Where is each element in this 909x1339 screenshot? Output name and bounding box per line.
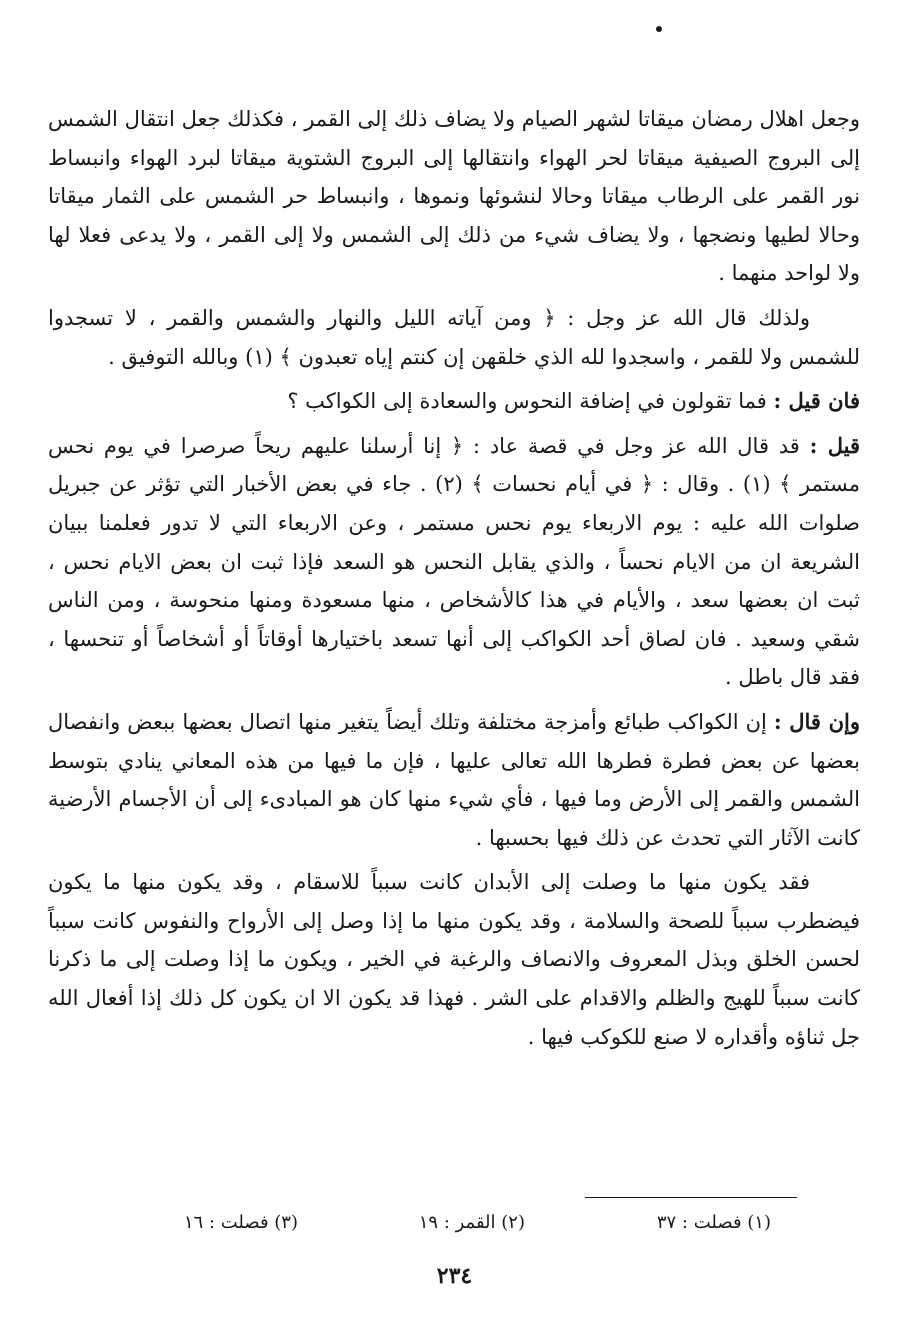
paragraph-3-lead: فان قيل : — [773, 388, 860, 414]
footnote-2: (٢) القمر : ١٩ — [418, 1212, 525, 1233]
paragraph-1 — [48, 100, 860, 293]
paragraph-2 — [48, 299, 860, 376]
footnote-3: (٣) فصلت : ١٦ — [183, 1212, 298, 1233]
paragraph-4-lead: قيل : — [809, 432, 861, 458]
main-text-block — [48, 100, 860, 1056]
paragraph-5-text: إن الكواكب طبائع وأمزجة مختلفة وتلك أيضاً يتغير منها اتصال بعضها ببعض وانفصال بعضها عن بعض فطرة فطرها الله تعالى عليها ، فإن ما فيها من هذه المعاني ينادي بتوسط الشمس والقمر إلى الأرض وما فيها ، فأي شيء منها كان هو المبادىء إلى أن الأجسام الأرضية كانت الآثار التي تحدث عن ذلك فيها بحسبها . — [48, 709, 860, 850]
paragraph-3 — [48, 382, 860, 421]
paragraph-3-text: فما تقولون في إضافة النحوس والسعادة إلى الكواكب ؟ — [287, 389, 774, 414]
paragraph-1-text: وجعل اهلال رمضان ميقاتا لشهر الصيام ولا يضاف ذلك إلى القمر ، فكذلك جعل انتقال الشمس إلى البروج الصيفية ميقاتا لحر الهواء وانتقالها إلى البروج الشتوية ميقاتا لبرد الهواء وانبساط نور القمر على الرطاب ميقاتا وحالا لنشوئها ونموها ، وانبساط حر الشمس على الثمار ميقاتا وحالا لطيها ونضجها ، ولا يضاف شيء من ذلك إلى الشمس ولا إلى القمر ، ولا يدعى فعلا لها ولا لواحد منهما . — [48, 107, 860, 286]
footnote-1: (١) فصلت : ٣٧ — [656, 1212, 771, 1233]
footnote-divider — [585, 1197, 797, 1198]
paragraph-5-lead: وإن قال : — [773, 708, 860, 734]
paragraph-4-text: قد قال الله عز وجل في قصة عاد : ﴿ إنا أرسلنا عليهم ريحاً صرصرا في يوم نحس مستمر ﴾ (١) . وقال : ﴿ في أيام نحسات ﴾ (٢) . جاء في بعض الأخبار التي تؤثر عن جبريل صلوات الله عليه : يوم الاربعاء يوم نحس مستمر ، وعن الاربعاء التي لا تدور فعلمنا ببيان الشريعة ان من الايام نحساً ، والذي يقابل النحس هو السعد فإذا ثبت ان بعض الايام نحس ، ثبت ان بعضها سعد ، والأيام في هذا كالأشخاص ، منها مسعودة ومنها منحوسة ، ومن الناس شقي وسعيد . فان لصاق أحد الكواكب إلى أنها تسعد باختيارها أوقاتاً أو أشخاصاً أو تنحسها ، فقد قال باطل . — [48, 433, 860, 690]
paragraph-5 — [48, 703, 860, 857]
page-number: ٢٣٤ — [436, 1263, 473, 1289]
top-dot-mark — [656, 26, 662, 32]
paragraph-6-text: فقد يكون منها ما وصلت إلى الأبدان كانت سبباً للاسقام ، وقد يكون منها ما يكون فيضطرب سبباً للصحة والسلامة ، وقد يكون منها ما إذا وصل إلى الأرواح والنفوس كانت سبباً لحسن الخلق وبذل المعروف والانصاف والرغبة في الخير ، ويكون ما إذا وصلت إلى ما ذكرنا كانت سبباً للهيج والظلم والاقدام على الشر . فهذا قد يكون الا ان يكون كل ذلك إذا أفعال الله جل ثناؤه وأقداره لا صنع للكوكب فيها . — [48, 870, 860, 1049]
paragraph-6 — [48, 863, 860, 1056]
paragraph-4 — [48, 427, 860, 697]
paragraph-2-text: ولذلك قال الله عز وجل : ﴿ ومن آياته الليل والنهار والشمس والقمر ، لا تسجدوا للشمس ولا للقمر ، واسجدوا لله الذي خلقهن إن كنتم إياه تعبدون ﴾ (١) وبالله التوفيق . — [48, 305, 860, 369]
